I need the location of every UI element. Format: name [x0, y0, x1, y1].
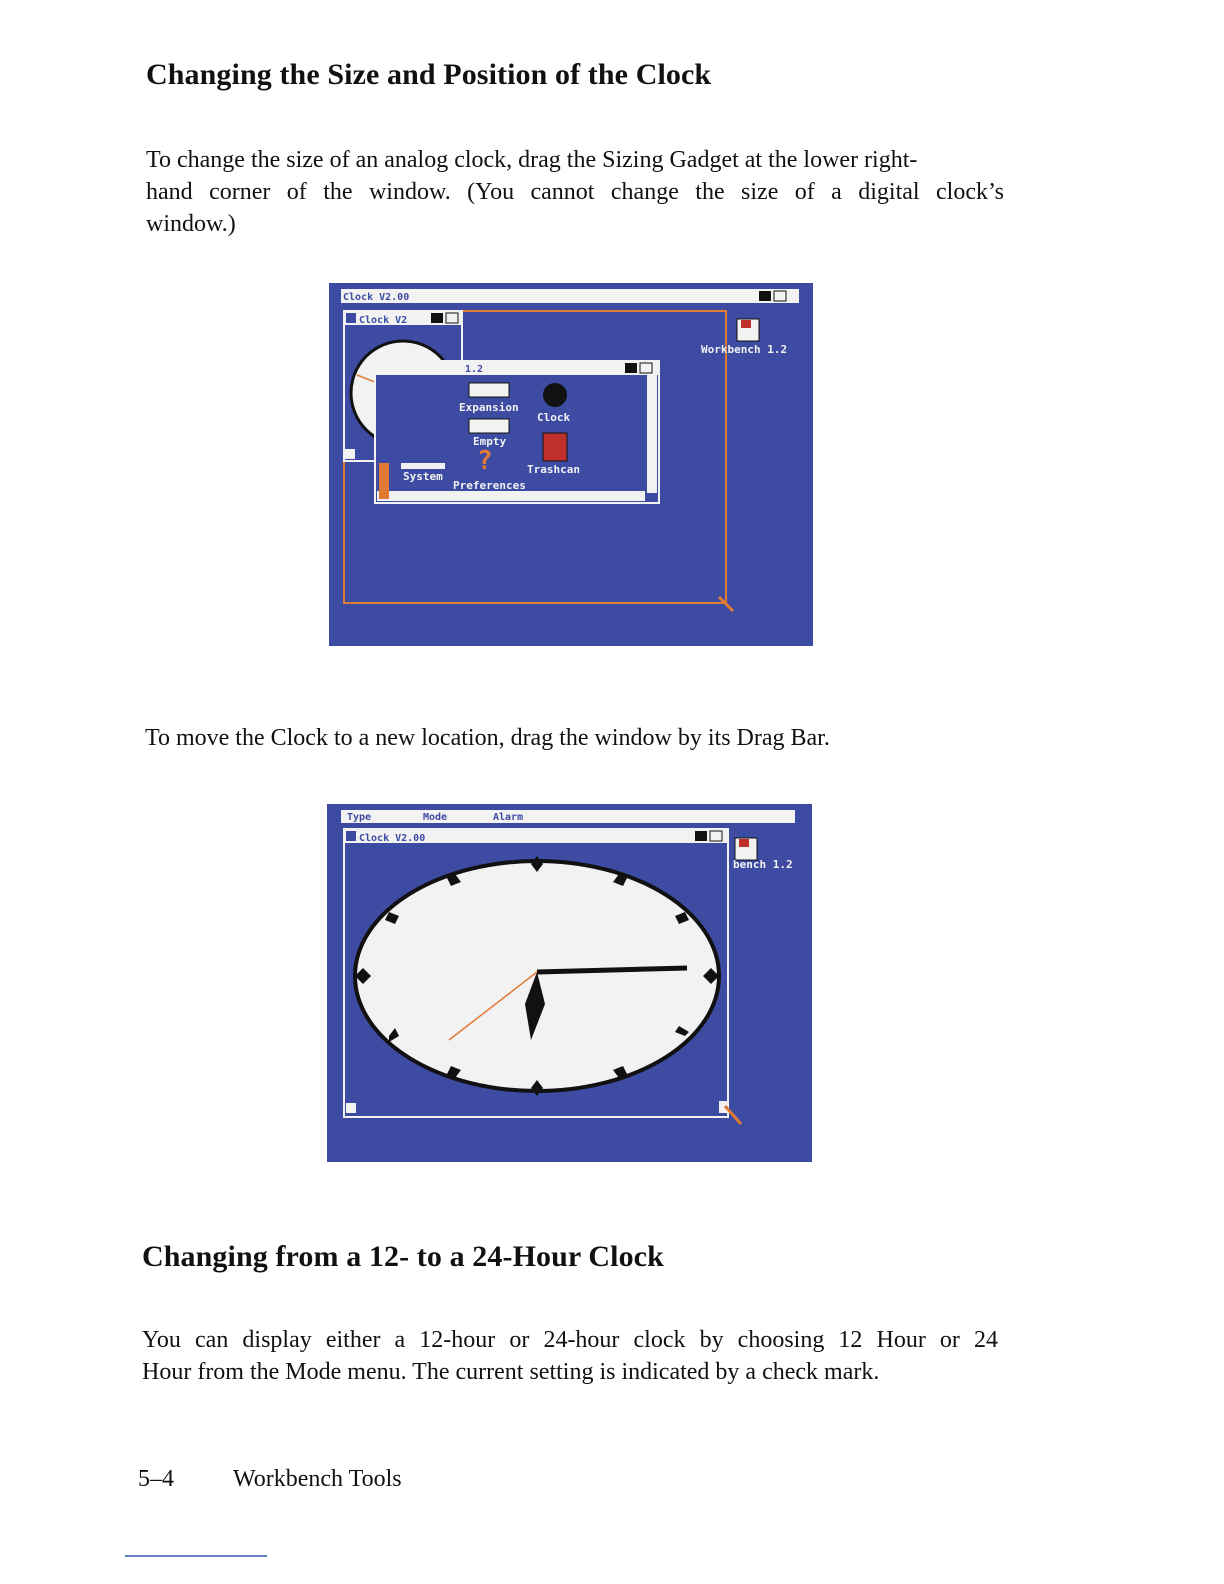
clock-window-title: Clock V2	[359, 315, 408, 326]
amiga-screen	[329, 283, 813, 646]
drawer-drag-bar[interactable]	[375, 361, 659, 375]
clock-sizing-gadget-icon[interactable]	[345, 449, 355, 459]
system-drawer-icon[interactable]	[401, 463, 445, 469]
empty-label: Empty	[473, 435, 507, 448]
empty-drawer-icon[interactable]	[469, 419, 509, 433]
screen-title-bar[interactable]	[341, 289, 799, 303]
footer-rule	[125, 1555, 267, 1557]
menu-bar[interactable]	[341, 810, 795, 823]
expansion-drawer-icon[interactable]	[469, 383, 509, 397]
preferences-icon[interactable]: ?	[477, 446, 493, 476]
paragraph-line: window.)	[146, 211, 236, 237]
window-depth-front-icon[interactable]	[446, 313, 458, 323]
system-label: System	[403, 470, 443, 483]
drawer-title: 1.2	[465, 364, 484, 375]
section-heading-24-hour: Changing from a 12- to a 24-Hour Clock	[142, 1240, 664, 1273]
horizontal-scrollbar[interactable]	[377, 491, 645, 501]
depth-back-icon[interactable]	[759, 291, 771, 301]
paragraph-line: You can display either a 12-hour or 24-hour clock by choosing 12 Hour or 24	[142, 1327, 998, 1353]
menu-type[interactable]: Type	[347, 812, 372, 823]
clock-label: Clock	[537, 411, 571, 424]
paragraph-line: To change the size of an analog clock, drag the Sizing Gadget at the lower right-	[146, 147, 918, 173]
amiga-screenshot-resize	[329, 283, 813, 646]
paragraph-drag: To move the Clock to a new location, drag the window by its Drag Bar.	[145, 725, 830, 751]
section-heading-size-position: Changing the Size and Position of the Clock	[146, 58, 712, 91]
window-depth-back-icon[interactable]	[431, 313, 443, 323]
disk-label-2: bench 1.2	[733, 858, 793, 871]
screen-title-text: Clock V2.00	[343, 292, 410, 303]
page-number: 5–4	[138, 1466, 174, 1492]
preferences-label: Preferences	[453, 479, 526, 492]
amiga-screen-2	[327, 804, 812, 1162]
expansion-label: Expansion	[459, 401, 519, 414]
amiga-screenshot-move	[327, 804, 812, 1162]
paragraph-line: Hour from the Mode menu. The current setting is indicated by a check mark.	[142, 1359, 880, 1385]
close-gadget-icon[interactable]	[346, 831, 356, 841]
disk-label: Workbench 1.2	[701, 343, 788, 356]
trashcan-icon[interactable]	[543, 433, 567, 461]
menu-mode[interactable]: Mode	[423, 812, 448, 823]
depth-front-icon[interactable]	[774, 291, 786, 301]
paragraph-resize	[146, 144, 1004, 240]
vertical-scrollbar[interactable]	[647, 375, 657, 493]
paragraph-line: hand corner of the window. (You cannot change the size of a digital clock’s	[146, 179, 1004, 205]
menu-alarm[interactable]: Alarm	[493, 812, 524, 823]
close-gadget-icon[interactable]	[346, 313, 356, 323]
clock-window-title-2: Clock V2.00	[359, 833, 426, 844]
trashcan-label: Trashcan	[527, 463, 580, 476]
chapter-title: Workbench Tools	[233, 1466, 402, 1492]
paragraph-24-hour	[142, 1324, 998, 1388]
clock-tool-icon[interactable]	[543, 383, 567, 407]
